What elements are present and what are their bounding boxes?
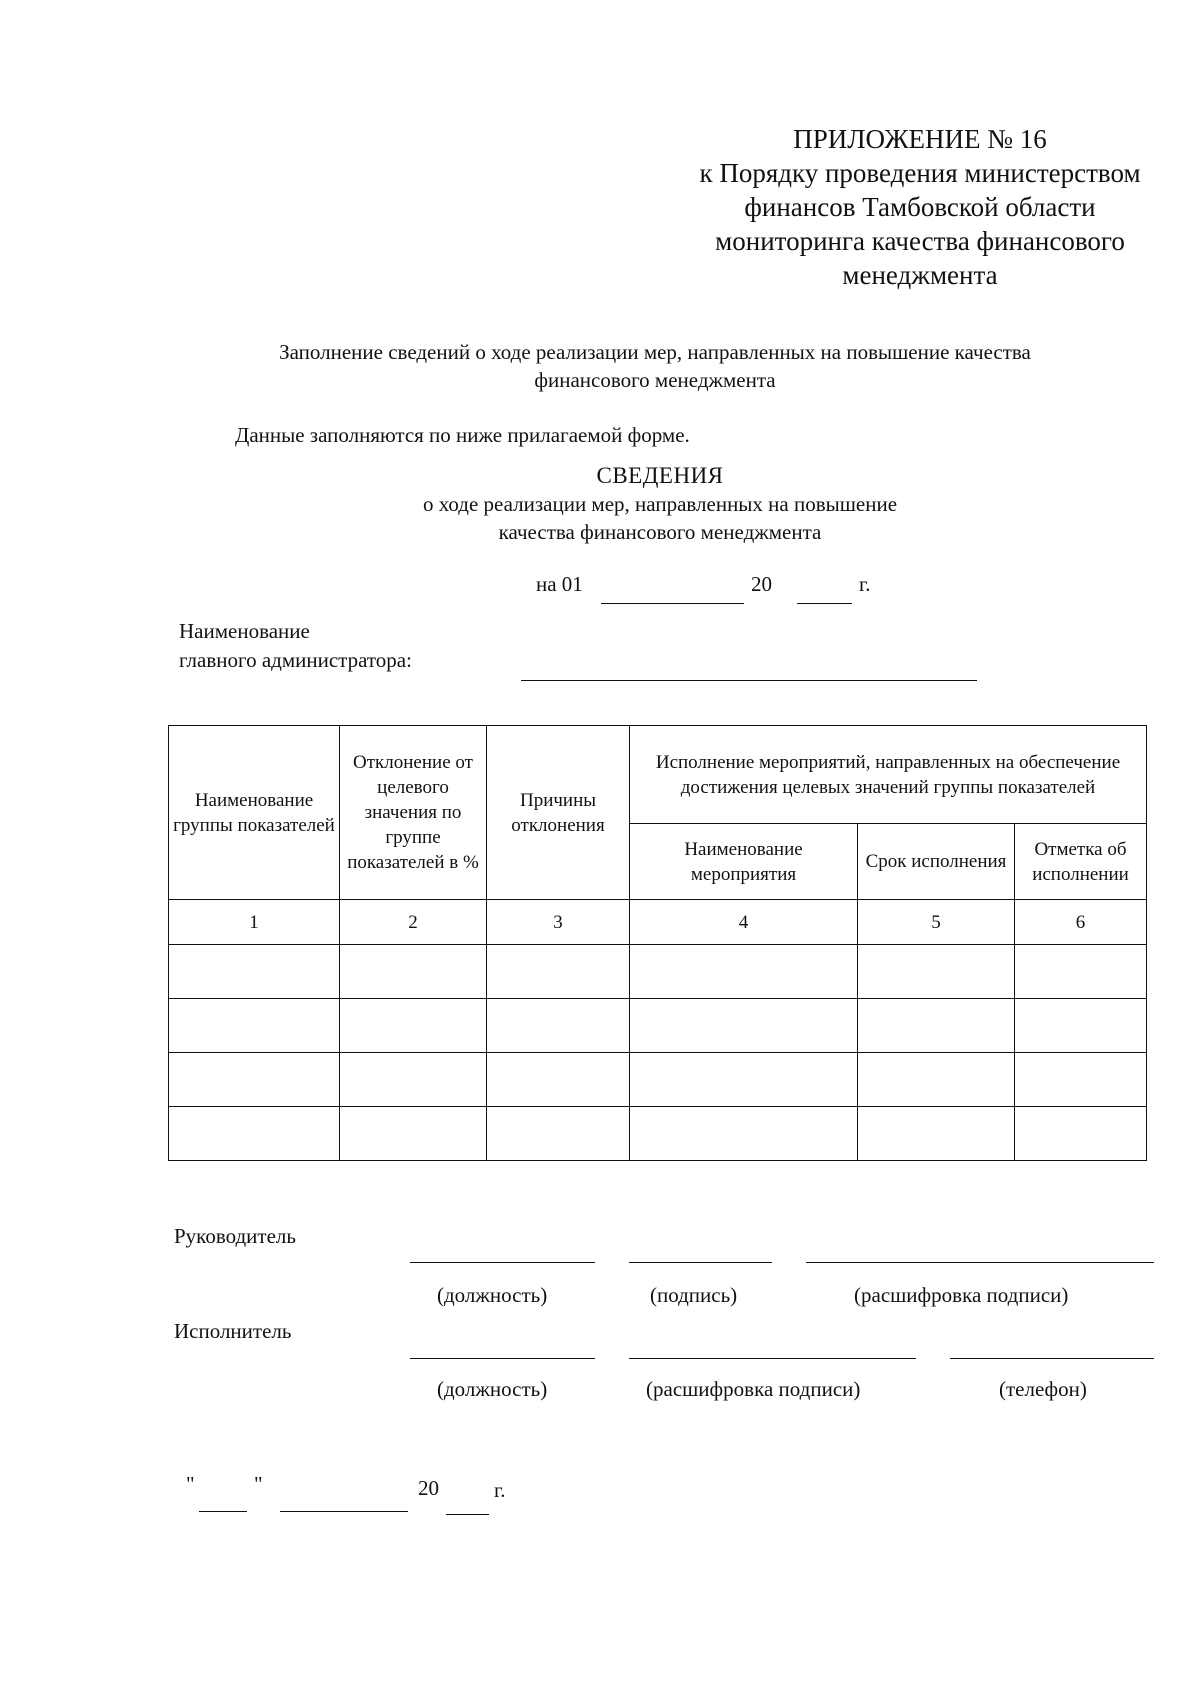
head-signature-caption: (подпись) [650,1283,738,1307]
report-subtitle: о ходе реализации мер, направленных на повышение [422,492,898,516]
table-cell[interactable] [487,945,630,999]
table-cell[interactable] [340,1053,487,1107]
head-signature-blank[interactable] [629,1262,772,1263]
head-position-blank[interactable] [410,1262,595,1263]
executor-decoding-caption: (расшифровка подписи) [646,1377,861,1401]
footer-year-suffix: г. [494,1478,506,1502]
measures-table [168,725,1147,1161]
appendix-header [660,122,1180,292]
column-number: 3 [487,900,630,945]
table-cell[interactable] [1015,945,1147,999]
executor-label: Исполнитель [174,1319,292,1343]
date-month-blank[interactable] [601,603,744,604]
admin-label [179,617,412,675]
footer-quote-close: " [254,1472,263,1496]
header-execution: Исполнение мероприятий, направленных на обеспечение достижения целевых значений группы показателей [630,726,1147,824]
footer-day-blank[interactable] [199,1511,247,1512]
column-number: 6 [1015,900,1147,945]
table-cell[interactable] [487,999,630,1053]
footer-year-blank[interactable] [446,1514,489,1515]
report-subtitle: качества финансового менеджмента [498,520,822,544]
head-decoding-caption: (расшифровка подписи) [854,1283,1069,1307]
header-group-name: Наименование группы показателей [169,726,340,900]
table-cell[interactable] [630,945,858,999]
header-deviation: Отклонение от целевого значения по группе показателей в % [340,726,487,900]
table-cell[interactable] [487,1107,630,1161]
header-mark: Отметка об исполнении [1015,824,1147,900]
column-number: 1 [169,900,340,945]
header-reasons: Причины отклонения [487,726,630,900]
executor-position-caption: (должность) [437,1377,548,1401]
table-cell[interactable] [169,999,340,1053]
table-cell[interactable] [169,1053,340,1107]
report-title: СВЕДЕНИЯ [596,463,724,488]
admin-label-line: главного администратора: [179,648,412,672]
footer-quote-open: " [186,1472,195,1496]
table-cell[interactable] [169,1107,340,1161]
table-cell[interactable] [1015,1053,1147,1107]
table-cell[interactable] [1015,1107,1147,1161]
intro-text [200,338,1110,394]
executor-phone-caption: (телефон) [999,1377,1087,1401]
table-cell[interactable] [858,1053,1015,1107]
header-event-name: Наименование мероприятия [630,824,858,900]
footer-month-blank[interactable] [280,1511,408,1512]
appendix-title: ПРИЛОЖЕНИЕ № 16 [793,124,1047,154]
table-row [169,1053,1147,1107]
table-cell[interactable] [858,1107,1015,1161]
table-cell[interactable] [858,999,1015,1053]
appendix-line: мониторинга качества финансового [715,226,1125,256]
report-heading [300,462,1020,546]
intro-line: Заполнение сведений о ходе реализации мер, направленных на повышение качества [279,340,1031,364]
executor-decoding-blank[interactable] [629,1358,916,1359]
table-row [169,1107,1147,1161]
table-row [169,945,1147,999]
date-year-blank[interactable] [797,603,852,604]
table-cell[interactable] [858,945,1015,999]
appendix-line: менеджмента [842,260,998,290]
appendix-line: финансов Тамбовской области [744,192,1096,222]
table-cell[interactable] [340,999,487,1053]
table-cell[interactable] [340,945,487,999]
table-cell[interactable] [630,999,858,1053]
column-number: 5 [858,900,1015,945]
header-deadline: Срок исполнения [858,824,1015,900]
table-cell[interactable] [340,1107,487,1161]
column-number: 2 [340,900,487,945]
footer-year-prefix: 20 [418,1476,439,1500]
table-cell[interactable] [487,1053,630,1107]
column-number: 4 [630,900,858,945]
executor-position-blank[interactable] [410,1358,595,1359]
date-year-suffix: г. [859,572,871,596]
head-label: Руководитель [174,1224,296,1248]
fill-note: Данные заполняются по ниже прилагаемой форме. [235,423,690,447]
appendix-line: к Порядку проведения министерством [699,158,1141,188]
table-cell[interactable] [630,1107,858,1161]
date-year-prefix: 20 [751,572,772,596]
head-position-caption: (должность) [437,1283,548,1307]
admin-name-blank[interactable] [521,680,977,681]
date-prefix: на 01 [536,572,583,596]
head-decoding-blank[interactable] [806,1262,1154,1263]
table-cell[interactable] [630,1053,858,1107]
intro-line: финансового менеджмента [534,368,776,392]
table-row [169,999,1147,1053]
table-cell[interactable] [169,945,340,999]
table-cell[interactable] [1015,999,1147,1053]
admin-label-line: Наименование [179,619,310,643]
executor-phone-blank[interactable] [950,1358,1154,1359]
